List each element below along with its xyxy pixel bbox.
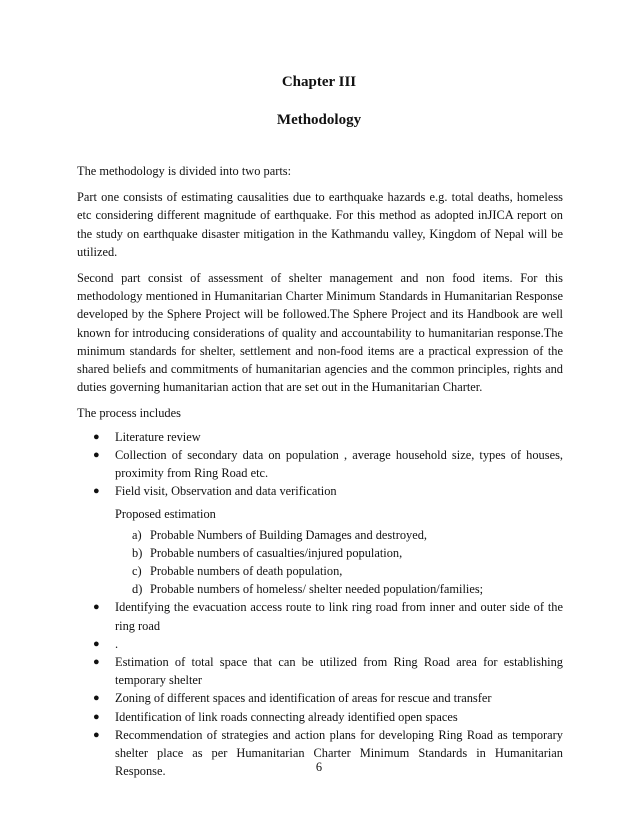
list-item-text: Probable numbers of death population,: [150, 564, 343, 579]
list-item-text: Identification of link roads connecting already identified open spaces: [115, 709, 458, 724]
list-item: [77, 598, 563, 634]
list-item-text: Estimation of total space that can be utilized from Ring Road area for establishing temporary shelter: [115, 655, 563, 688]
list-item-text: Field visit, Observation and data verification: [115, 484, 337, 499]
list-item: [77, 526, 563, 544]
list-item: [77, 580, 563, 598]
bullet-icon: ●: [93, 710, 100, 723]
bullet-icon: ●: [93, 656, 100, 669]
bullet-icon: ●: [93, 430, 100, 443]
bullet-icon: ●: [93, 728, 100, 741]
list-item-text: Literature review: [115, 429, 201, 444]
list-item: [77, 653, 563, 689]
bullet-icon: ●: [93, 485, 100, 498]
section-title: Methodology: [276, 112, 362, 128]
list-item-text: Probable Numbers of Building Damages and destroyed,: [150, 527, 428, 542]
list-item-text: Zoning of different spaces and identification of areas for rescue and transfer: [115, 691, 492, 706]
list-item-label: b): [132, 545, 143, 560]
list-item: [77, 635, 563, 653]
bullet-icon: ●: [93, 692, 100, 705]
process-list-top: [77, 428, 563, 501]
list-item-label: d): [132, 582, 143, 597]
page-number: 6: [315, 760, 323, 774]
list-item-text: Probable numbers of homeless/ shelter needed population/families;: [150, 582, 484, 597]
bullet-icon: ●: [93, 601, 100, 614]
list-item-text: Identifying the evacuation access route to link ring road from inner and outer side of the ring road: [115, 600, 563, 633]
list-item-text: Recommendation of strategies and action plans for developing Ring Road as temporary shelter place as per Humanitarian Charter Minimum Standards in Humanitarian Response.: [115, 727, 563, 779]
list-item-text: Probable numbers of casualties/injured population,: [150, 545, 403, 560]
estimation-list: [77, 526, 563, 599]
process-list-bottom: [77, 598, 563, 780]
bullet-icon: ●: [93, 448, 100, 461]
process-label: The process includes: [77, 406, 181, 421]
document-body: [77, 162, 563, 781]
bullet-icon: ●: [93, 637, 100, 650]
list-item-text: .: [115, 636, 119, 651]
list-item-label: c): [132, 564, 142, 579]
intro-paragraph: The methodology is divided into two parts:: [77, 164, 292, 178]
list-item-text: Collection of secondary data on population , average household size, types of houses, proximity from Ring Road etc.: [115, 447, 563, 481]
list-item-label: a): [132, 527, 142, 542]
list-item: [77, 544, 563, 562]
part-one-paragraph: Part one consists of estimating causalities due to earthquake hazards e.g. total deaths, homeless etc considering different magnitude of earthquake. For this method as adopted inJICA report on the study on earthquake disaster mitigation in the Kathmandu valley, Kingdom of Nepal will be utilized.: [77, 190, 563, 259]
list-item: [77, 708, 563, 726]
part-two-paragraph: Second part consist of assessment of shelter management and non food items. For this methodology mentioned in Humanitarian Charter Minimum Standards in Humanitarian Response developed by the Sphere Project will be followed.The Sphere Project and its Handbook are well known for introducing considerations of quality and accountability to humanitarian response.The minimum standards for shelter, settlement and non-food items are a practical expression of the shared beliefs and commitments of humanitarian agencies and the common principles, rights and duties governing humanitarian action that are set out in the Humanitarian Charter.: [77, 271, 563, 395]
list-item: [77, 428, 563, 446]
list-item: [77, 689, 563, 707]
list-item: [77, 482, 563, 500]
proposed-estimation-label: Proposed estimation: [115, 507, 216, 522]
list-item: [77, 562, 563, 580]
list-item: [77, 446, 563, 482]
chapter-heading: Chapter III: [281, 74, 357, 90]
